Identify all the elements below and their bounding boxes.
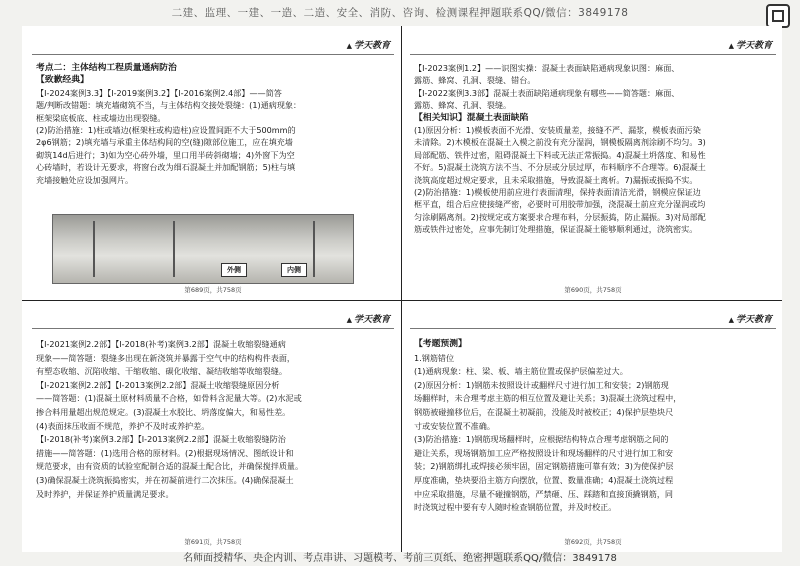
text-line: (1)通病现象：柱、梁、板、墙主筋位置或保护层偏差过大。: [414, 366, 628, 377]
page-number: 第689页，共758页: [184, 286, 242, 294]
page-690-text: [414, 62, 770, 236]
section-subtitle: 【致歉经典】: [36, 75, 89, 86]
text-line: 充墙接触处应设加强网片。: [36, 174, 134, 185]
text-line: 浇筑高度超过规定要求，且未采取措施，导致混凝土离析。7)漏振或振捣不实。: [414, 174, 698, 185]
text-line: 规范要求，由有资质的试验室配制合适的混凝土配合比，并确保搅拌质量。: [36, 461, 304, 472]
text-line: 框架梁底板底、柱或墙边出现裂缝。: [36, 112, 166, 123]
section-title: 考点二：主体结构工程质量通病防治: [36, 63, 177, 73]
text-line: 现象——简答题：裂缝多出现在新浇筑并暴露于空气中的结构构件表面，: [36, 352, 296, 363]
page-689-text: [36, 62, 388, 186]
text-line: (2)防治措施：1)柱或墙边(框架柱或构造柱)应设置间距不大于500mm的: [36, 125, 296, 136]
text-line: 露筋、蜂窝、孔洞、裂缝、错台。: [414, 75, 536, 86]
bottom-footer: 名师面授精华、央企内训、考点串讲、习题模考、考前三页纸、绝密押题联系QQ/微信：3849178: [183, 553, 617, 564]
text-line: 匀涂刷隔离剂。2)按规定或方案要求合理布料，分层振捣，防止漏振。3)对局部配: [414, 211, 706, 222]
text-line: 砌筑14d后进行；3)如为空心砖外墙，里口用半砖斜砌墙；4)外窗下为空: [36, 149, 295, 160]
brand-logo: ▲ 学天教育: [347, 312, 390, 325]
rebar-line: [93, 221, 95, 277]
text-line: 及时养护，并保证养护质量满足要求。: [36, 488, 174, 499]
text-line: 有塑态收缩、沉陷收缩、干缩收缩、碳化收缩、凝结收缩等收缩裂缝。: [36, 366, 287, 377]
wall-photo: [52, 214, 354, 284]
text-line: (4)表面抹压收面不规范，养护不及时或养护差。: [36, 420, 210, 431]
text-line: (2)原因分析：1)钢筋未按照设计或翻样尺寸进行加工和安装；2)钢筋现: [414, 379, 669, 390]
text-line: 装；2)钢筋绑扎或焊接必须牢固，固定钢筋措施可靠有效；3)为使保护层: [414, 461, 674, 472]
text-line: 中应采取措施，尽量不碰撞钢筋，严禁砸、压、踩踏和直接顶撬钢筋，同: [414, 488, 674, 499]
text-line: 避让关系，现场钢筋加工应严格按照设计和现场翻样的尺寸进行加工和安: [414, 447, 674, 458]
page-689: [32, 32, 394, 294]
section-subtitle: 【相关知识】混凝土表面缺陷: [414, 112, 529, 123]
text-line: 时浇筑过程中要有专人随时检查钢筋位置，并及时校正。: [414, 502, 617, 513]
text-line: (3)确保混凝土浇筑振捣密实，并在初凝前进行二次抹压。(4)确保混凝土: [36, 474, 294, 485]
qr-icon: [766, 4, 790, 28]
header-rule: [410, 54, 776, 55]
section-title: 【考题预测】: [414, 339, 467, 349]
text-line: 露筋、蜂窝、孔洞、裂缝。: [414, 100, 512, 111]
header-rule: [32, 328, 394, 329]
text-line: 厚度准确，垫块要沿主筋方向摆放，位置、数量准确；4)混凝土浇筑过程: [414, 474, 674, 485]
text-line: 不好。5)混凝土浇筑方法不当、不分层或分层过厚，布料顺序不合理等。6)混凝土: [414, 162, 706, 173]
page-691: [32, 306, 394, 546]
brand-logo: ▲ 学天教育: [729, 312, 772, 325]
horizontal-divider: [22, 300, 782, 301]
text-line: 局部配筋、铁件过密，阻碍混凝土下料或无法正常振捣。4)混凝土坍落度、和易性: [414, 149, 706, 160]
rebar-line: [313, 221, 315, 277]
text-line: (1)原因分析：1)模板表面不光滑、安装质量差，接缝不严、漏浆，模板表面污染: [414, 125, 701, 136]
header-rule: [410, 328, 776, 329]
text-line: ——简答题：(1)混凝土原材料质量不合格，如骨料含泥量大等。(2)水泥或: [36, 393, 302, 404]
text-line: 【Ⅰ-2021案例2.2部】【Ⅰ-2013案例2.2部】混凝土收缩裂缝原因分析: [36, 379, 280, 390]
text-line: 【Ⅰ-2018(补考)案例3.2部】【Ⅰ-2013案例2.2部】混凝土收缩裂缝防治: [36, 434, 286, 445]
page-number: 第690页，共758页: [564, 286, 622, 294]
text-line: 【Ⅰ-2022案例3.3部】混凝土表面缺陷通病现象有哪些——简答题：麻面、: [414, 87, 680, 98]
text-line: 钢筋被碰撞移位后，在混凝土初凝前，没能及时被校正；4)保护层垫块尺: [414, 406, 674, 417]
text-line: 1.钢筋错位: [414, 352, 455, 363]
page-number: 第691页，共758页: [184, 538, 242, 546]
page-692-text: [414, 338, 770, 515]
text-line: 心砖墙时，若设计无要求，将窗台改为细石混凝土并加配钢筋；5)柱与填: [36, 162, 296, 173]
text-line: 2φ6钢筋；2)填充墙与承重主体结构间的空(缝)隙部位施工，应在填充墙: [36, 137, 293, 148]
page-690: [410, 32, 776, 294]
text-line: 【Ⅰ-2021案例2.2部】【Ⅰ-2018(补考)案例3.2部】混凝土收缩裂缝通病: [36, 339, 286, 349]
text-line: 筋或铁件过密处，应事先制订处理措施，保证混凝土能够顺利通过，浇筑密实。: [414, 224, 698, 235]
text-line: 框平直，组合后应使接缝严密，必要时可用胶带加强，浇混凝土前应充分湿润或均: [414, 199, 706, 210]
page-691-text: [36, 338, 388, 501]
text-line: 未清除。2)木模板在混凝土入模之前没有充分湿润，钢模板隔离剂涂刷不均匀。3): [414, 137, 706, 148]
rebar-line: [173, 221, 175, 277]
brand-logo: ▲ 学天教育: [347, 38, 390, 51]
text-line: 寸或安装位置不准确。: [414, 420, 495, 431]
page-692: [410, 306, 776, 546]
text-line: 措施——简答题：(1)选用合格的原材料。(2)根据现场情况、图纸设计和: [36, 447, 294, 458]
top-banner: 二建、监理、一建、一造、二造、安全、消防、咨询、检测课程押题联系QQ/微信：3849178: [171, 7, 629, 19]
text-line: 【Ⅰ-2024案例3.3】【Ⅰ-2019案例3.2】【Ⅰ-2016案例2.4部】——简答: [36, 87, 282, 98]
text-line: 【Ⅰ-2023案例1.2】——识图实操：混凝土表面缺陷通病现象识图：麻面、: [414, 63, 680, 73]
vertical-divider: [401, 26, 402, 552]
photo-label-outside: 外侧: [221, 263, 247, 277]
text-line: 掺合料用量超出规范规定。(3)混凝土水胶比、坍落度偏大，和易性差。: [36, 406, 291, 417]
text-line: (2)防治措施：1)模板使用前应进行表面清理，保持表面清洁光滑，钢模应保证边: [414, 187, 701, 198]
photo-label-inside: 内侧: [281, 263, 307, 277]
text-line: 场翻样时，未合理考虑主筋的相互位置及避让关系；3)混凝土浇筑过程中，: [414, 393, 682, 404]
text-line: (3)防治措施：1)钢筋现场翻样时，应根据结构特点合理考虑钢筋之间的: [414, 434, 669, 445]
header-rule: [32, 54, 394, 55]
brand-logo: ▲ 学天教育: [729, 38, 772, 51]
text-line: 题/判断改错题：填充墙砌筑不当，与主体结构交接处裂缝：(1)通病现象：: [36, 100, 302, 111]
page-number: 第692页，共758页: [564, 538, 622, 546]
